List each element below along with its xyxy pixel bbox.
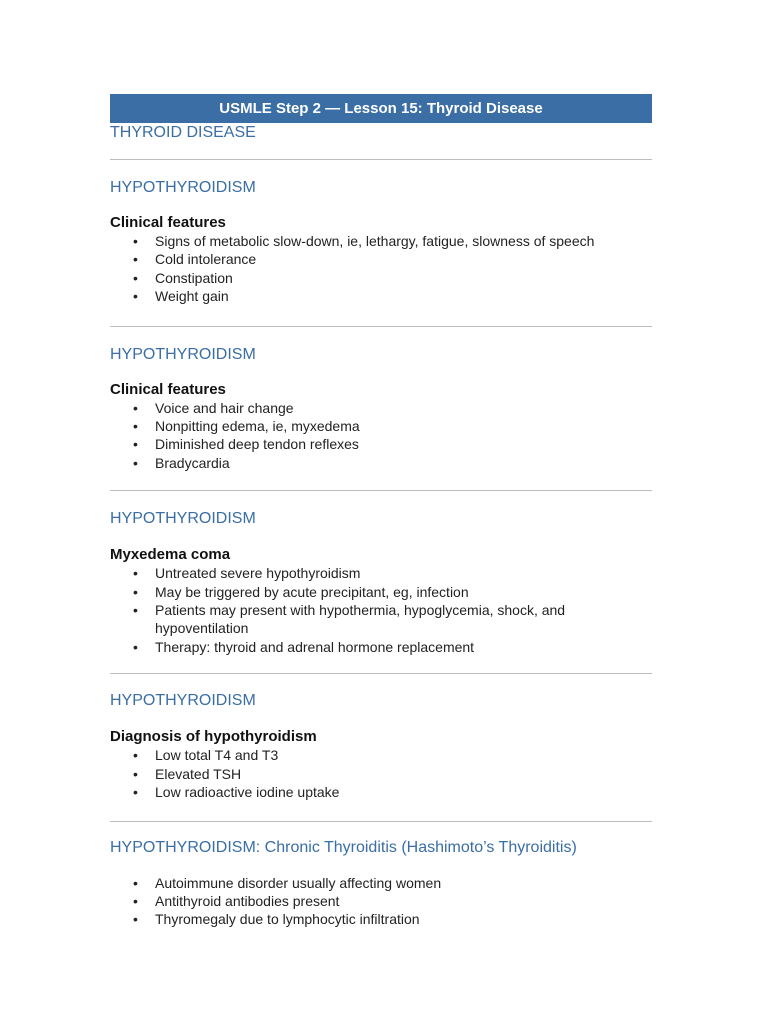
section-heading: HYPOTHYROIDISM <box>110 692 256 710</box>
section-divider <box>110 490 652 491</box>
section-divider <box>110 326 652 327</box>
list-item: • Voice and hair change <box>155 399 652 417</box>
list-item: • Therapy: thyroid and adrenal hormone replacement <box>155 638 652 656</box>
list-item: • Patients may present with hypothermia, hypoglycemia, shock, and hypoventilation <box>155 601 652 638</box>
section-hypothyroidism-clinical-features-1 <box>110 179 652 306</box>
list-item: • Thyromegaly due to lymphocytic infiltration <box>155 910 652 928</box>
list-item: • Low radioactive iodine uptake <box>155 783 652 801</box>
document-title: THYROID DISEASE <box>110 124 256 141</box>
list-item: • Bradycardia <box>155 454 652 472</box>
section-hypothyroidism-clinical-features-2 <box>110 346 652 473</box>
section-divider <box>110 159 652 160</box>
list-item: • Autoimmune disorder usually affecting women <box>155 874 652 892</box>
section-subheading: Clinical features <box>110 214 226 231</box>
section-subheading: Clinical features <box>110 380 226 398</box>
list-item: • Nonpitting edema, ie, myxedema <box>155 417 652 435</box>
document-page <box>110 94 652 929</box>
section-divider <box>110 821 652 822</box>
section-heading: HYPOTHYROIDISM <box>110 179 256 196</box>
list-item: • Untreated severe hypothyroidism <box>155 564 652 582</box>
section-diagnosis <box>110 692 652 801</box>
list-item: • Antithyroid antibodies present <box>155 892 652 910</box>
bullet-list <box>110 232 652 306</box>
section-divider <box>110 673 652 674</box>
section-heading: HYPOTHYROIDISM <box>110 510 256 528</box>
section-heading: HYPOTHYROIDISM: Chronic Thyroiditis (Hashimoto’s Thyroiditis) <box>110 838 577 856</box>
bullet-list <box>110 564 652 656</box>
list-item: • Weight gain <box>155 287 652 305</box>
section-heading: HYPOTHYROIDISM <box>110 345 256 363</box>
list-item: • Constipation <box>155 269 652 287</box>
list-item: • Diminished deep tendon reflexes <box>155 435 652 453</box>
list-item: • Low total T4 and T3 <box>155 746 652 764</box>
bullet-list <box>110 874 652 929</box>
bullet-list <box>110 399 652 473</box>
list-item: • Signs of metabolic slow-down, ie, lethargy, fatigue, slowness of speech <box>155 232 652 250</box>
section-subheading: Diagnosis of hypothyroidism <box>110 728 317 746</box>
section-myxedema-coma <box>110 510 652 656</box>
list-item: • Elevated TSH <box>155 765 652 783</box>
section-subheading: Myxedema coma <box>110 546 231 564</box>
list-item: • May be triggered by acute precipitant, eg, infection <box>155 583 652 601</box>
bullet-list <box>110 746 652 801</box>
lesson-banner: USMLE Step 2 — Lesson 15: Thyroid Disease <box>110 94 652 123</box>
section-hashimoto <box>110 839 652 929</box>
list-item: • Cold intolerance <box>155 250 652 268</box>
